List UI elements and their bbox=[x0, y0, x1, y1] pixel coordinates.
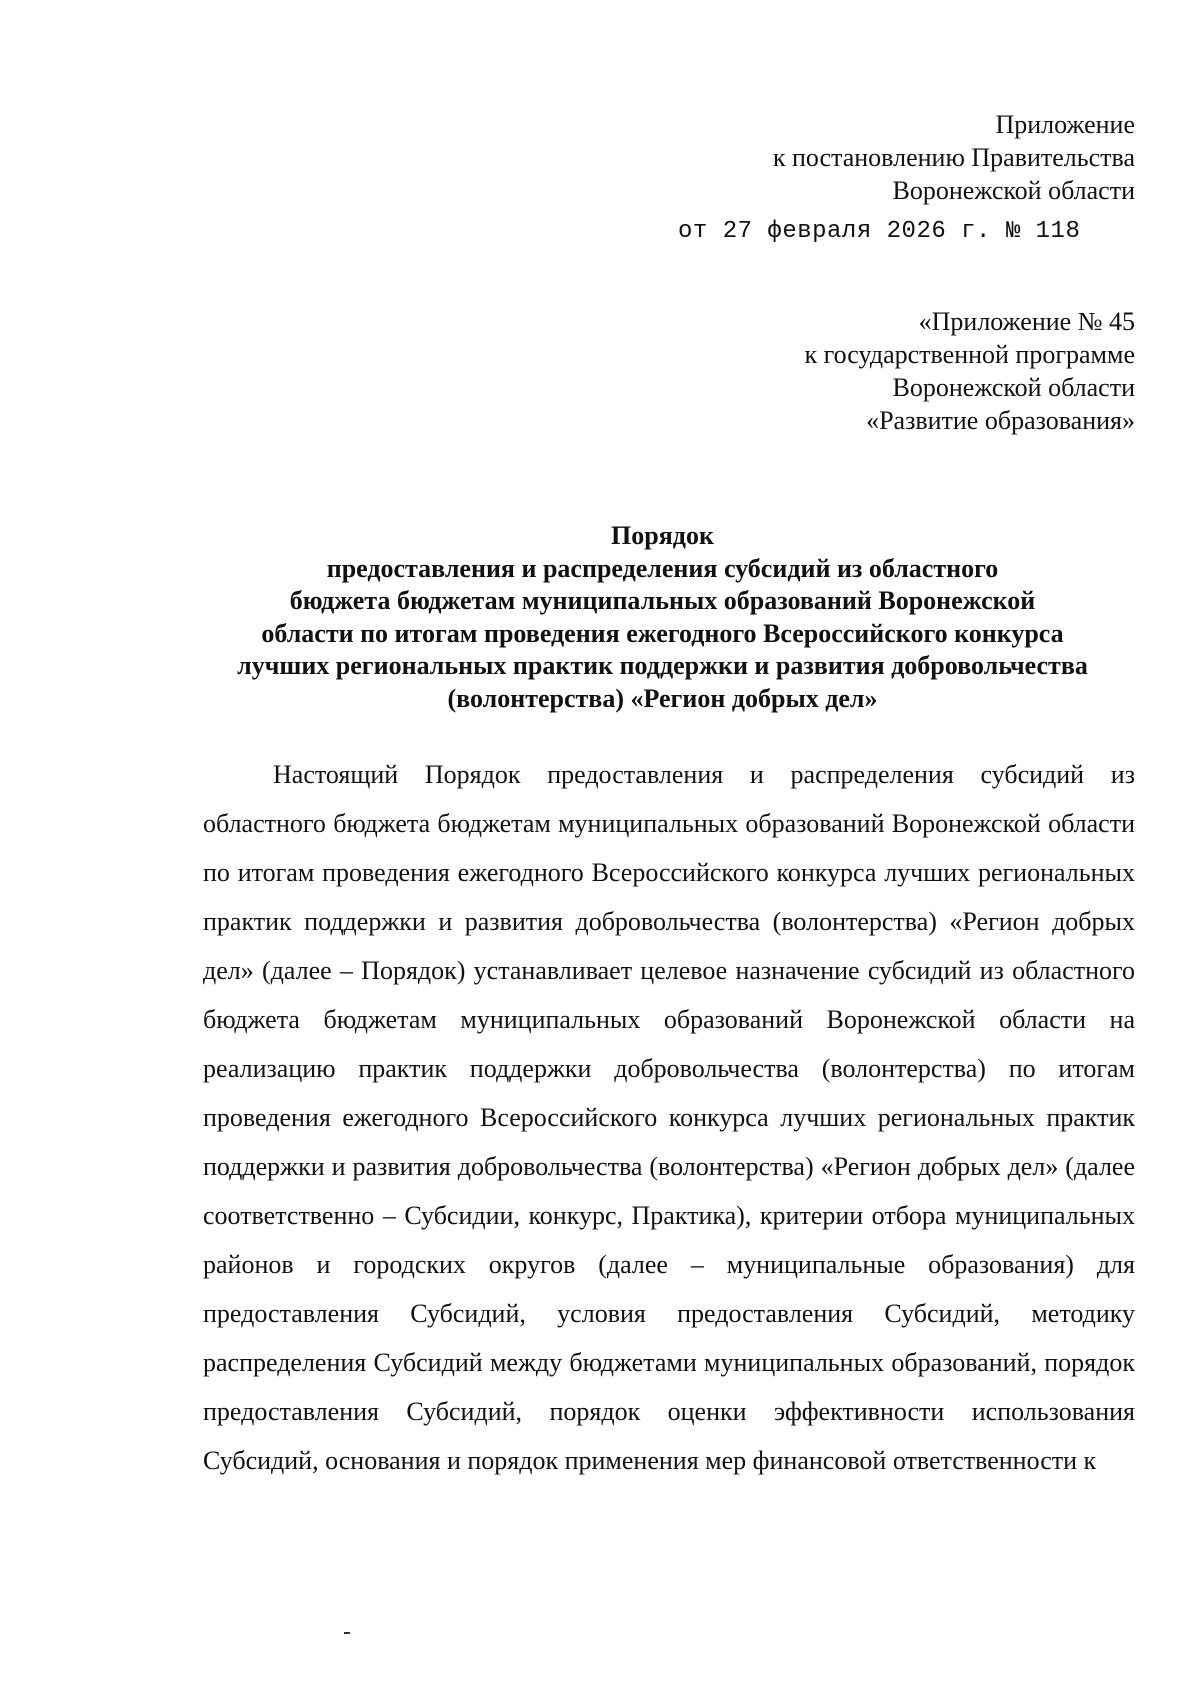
title-line-5: лучших региональных практик поддержки и развития добровольчества bbox=[237, 651, 1088, 680]
body-paragraph: Настоящий Порядок предоставления и распределения субсидий из областного бюджета бюджетам муниципальных образований Воронежской области по итогам проведения ежегодного Всероссийского конкурса лучших региональных практик поддержки и развития добровольчества (волонтерства) «Регион добрых дел» (далее – Порядок) устанавливает целевое назначение субсидий из областного бюджета бюджетам муниципальных образований Воронежской области на реализацию практик поддержки добровольчества (волонтерства) по итогам проведения ежегодного Всероссийского конкурса лучших региональных практик поддержки и развития добровольчества (волонтерства) «Регион добрых дел» (далее соответственно – Субсидии, конкурс, Практика), критерии отбора муниципальных районов и городских округов (далее – муниципальные образования) для предоставления Субсидий, условия предоставления Субсидий, методику распределения Субсидий между бюджетами муниципальных образований, порядок предоставления Субсидий, порядок оценки эффективности использования Субсидий, основания и порядок применения мер финансовой ответственности к bbox=[203, 760, 1135, 1475]
title-line-6: (волонтерства) «Регион добрых дел» bbox=[447, 683, 878, 713]
title-line-4: области по итогам проведения ежегодного Всероссийского конкурса bbox=[261, 618, 1064, 648]
appendix-line-1: «Приложение № 45 bbox=[918, 307, 1135, 336]
title-line-2: предоставления и распределения субсидий из областного bbox=[326, 553, 999, 583]
approval-header bbox=[773, 108, 1135, 207]
page-footer-mark bbox=[344, 1632, 350, 1634]
approval-line-2: к постановлению Правительства bbox=[772, 143, 1135, 172]
appendix-line-2: к государственной программе bbox=[804, 340, 1135, 369]
appendix-line-3: Воронежской области bbox=[892, 373, 1135, 402]
appendix-header bbox=[805, 305, 1136, 437]
approval-date-number: от 27 февраля 2026 г. № 118 bbox=[678, 218, 1081, 245]
appendix-line-4: «Развитие образования» bbox=[866, 406, 1135, 435]
document-title bbox=[190, 520, 1135, 715]
title-line-1: Порядок bbox=[611, 521, 714, 550]
approval-line-1: Приложение bbox=[995, 110, 1135, 139]
title-line-3: бюджета бюджетам муниципальных образований Воронежской bbox=[289, 586, 1036, 615]
approval-line-3: Воронежской области bbox=[892, 176, 1135, 205]
